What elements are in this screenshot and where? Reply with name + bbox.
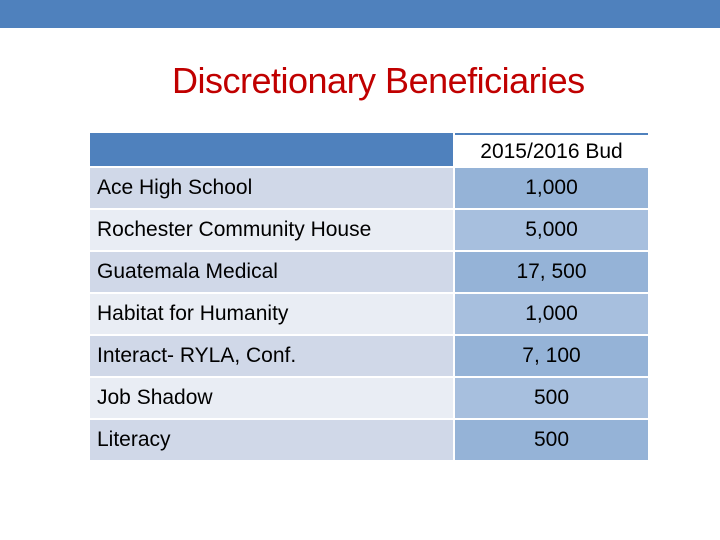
budget-amount: 7, 100 (455, 336, 648, 378)
table-row (90, 336, 648, 378)
beneficiary-name: Job Shadow (90, 378, 455, 420)
beneficiary-name: Guatemala Medical (90, 252, 455, 294)
beneficiary-name: Interact- RYLA, Conf. (90, 336, 455, 378)
beneficiaries-table (90, 133, 648, 462)
budget-amount: 500 (455, 420, 648, 462)
budget-amount: 5,000 (455, 210, 648, 252)
budget-amount: 17, 500 (455, 252, 648, 294)
top-accent-bar (0, 0, 720, 28)
table-row (90, 420, 648, 462)
table-row (90, 378, 648, 420)
table-row (90, 252, 648, 294)
beneficiary-name: Habitat for Humanity (90, 294, 455, 336)
beneficiary-name: Literacy (90, 420, 455, 462)
table-header-row (90, 133, 648, 168)
budget-amount: 500 (455, 378, 648, 420)
slide-title: Discretionary Beneficiaries (172, 60, 585, 101)
beneficiary-name: Ace High School (90, 168, 455, 210)
table-row (90, 168, 648, 210)
budget-amount: 1,000 (455, 168, 648, 210)
beneficiary-name: Rochester Community House (90, 210, 455, 252)
table-row (90, 294, 648, 336)
table-row (90, 210, 648, 252)
header-budget-cell: 2015/2016 Bud (455, 133, 648, 168)
header-label-cell (90, 133, 455, 168)
budget-amount: 1,000 (455, 294, 648, 336)
